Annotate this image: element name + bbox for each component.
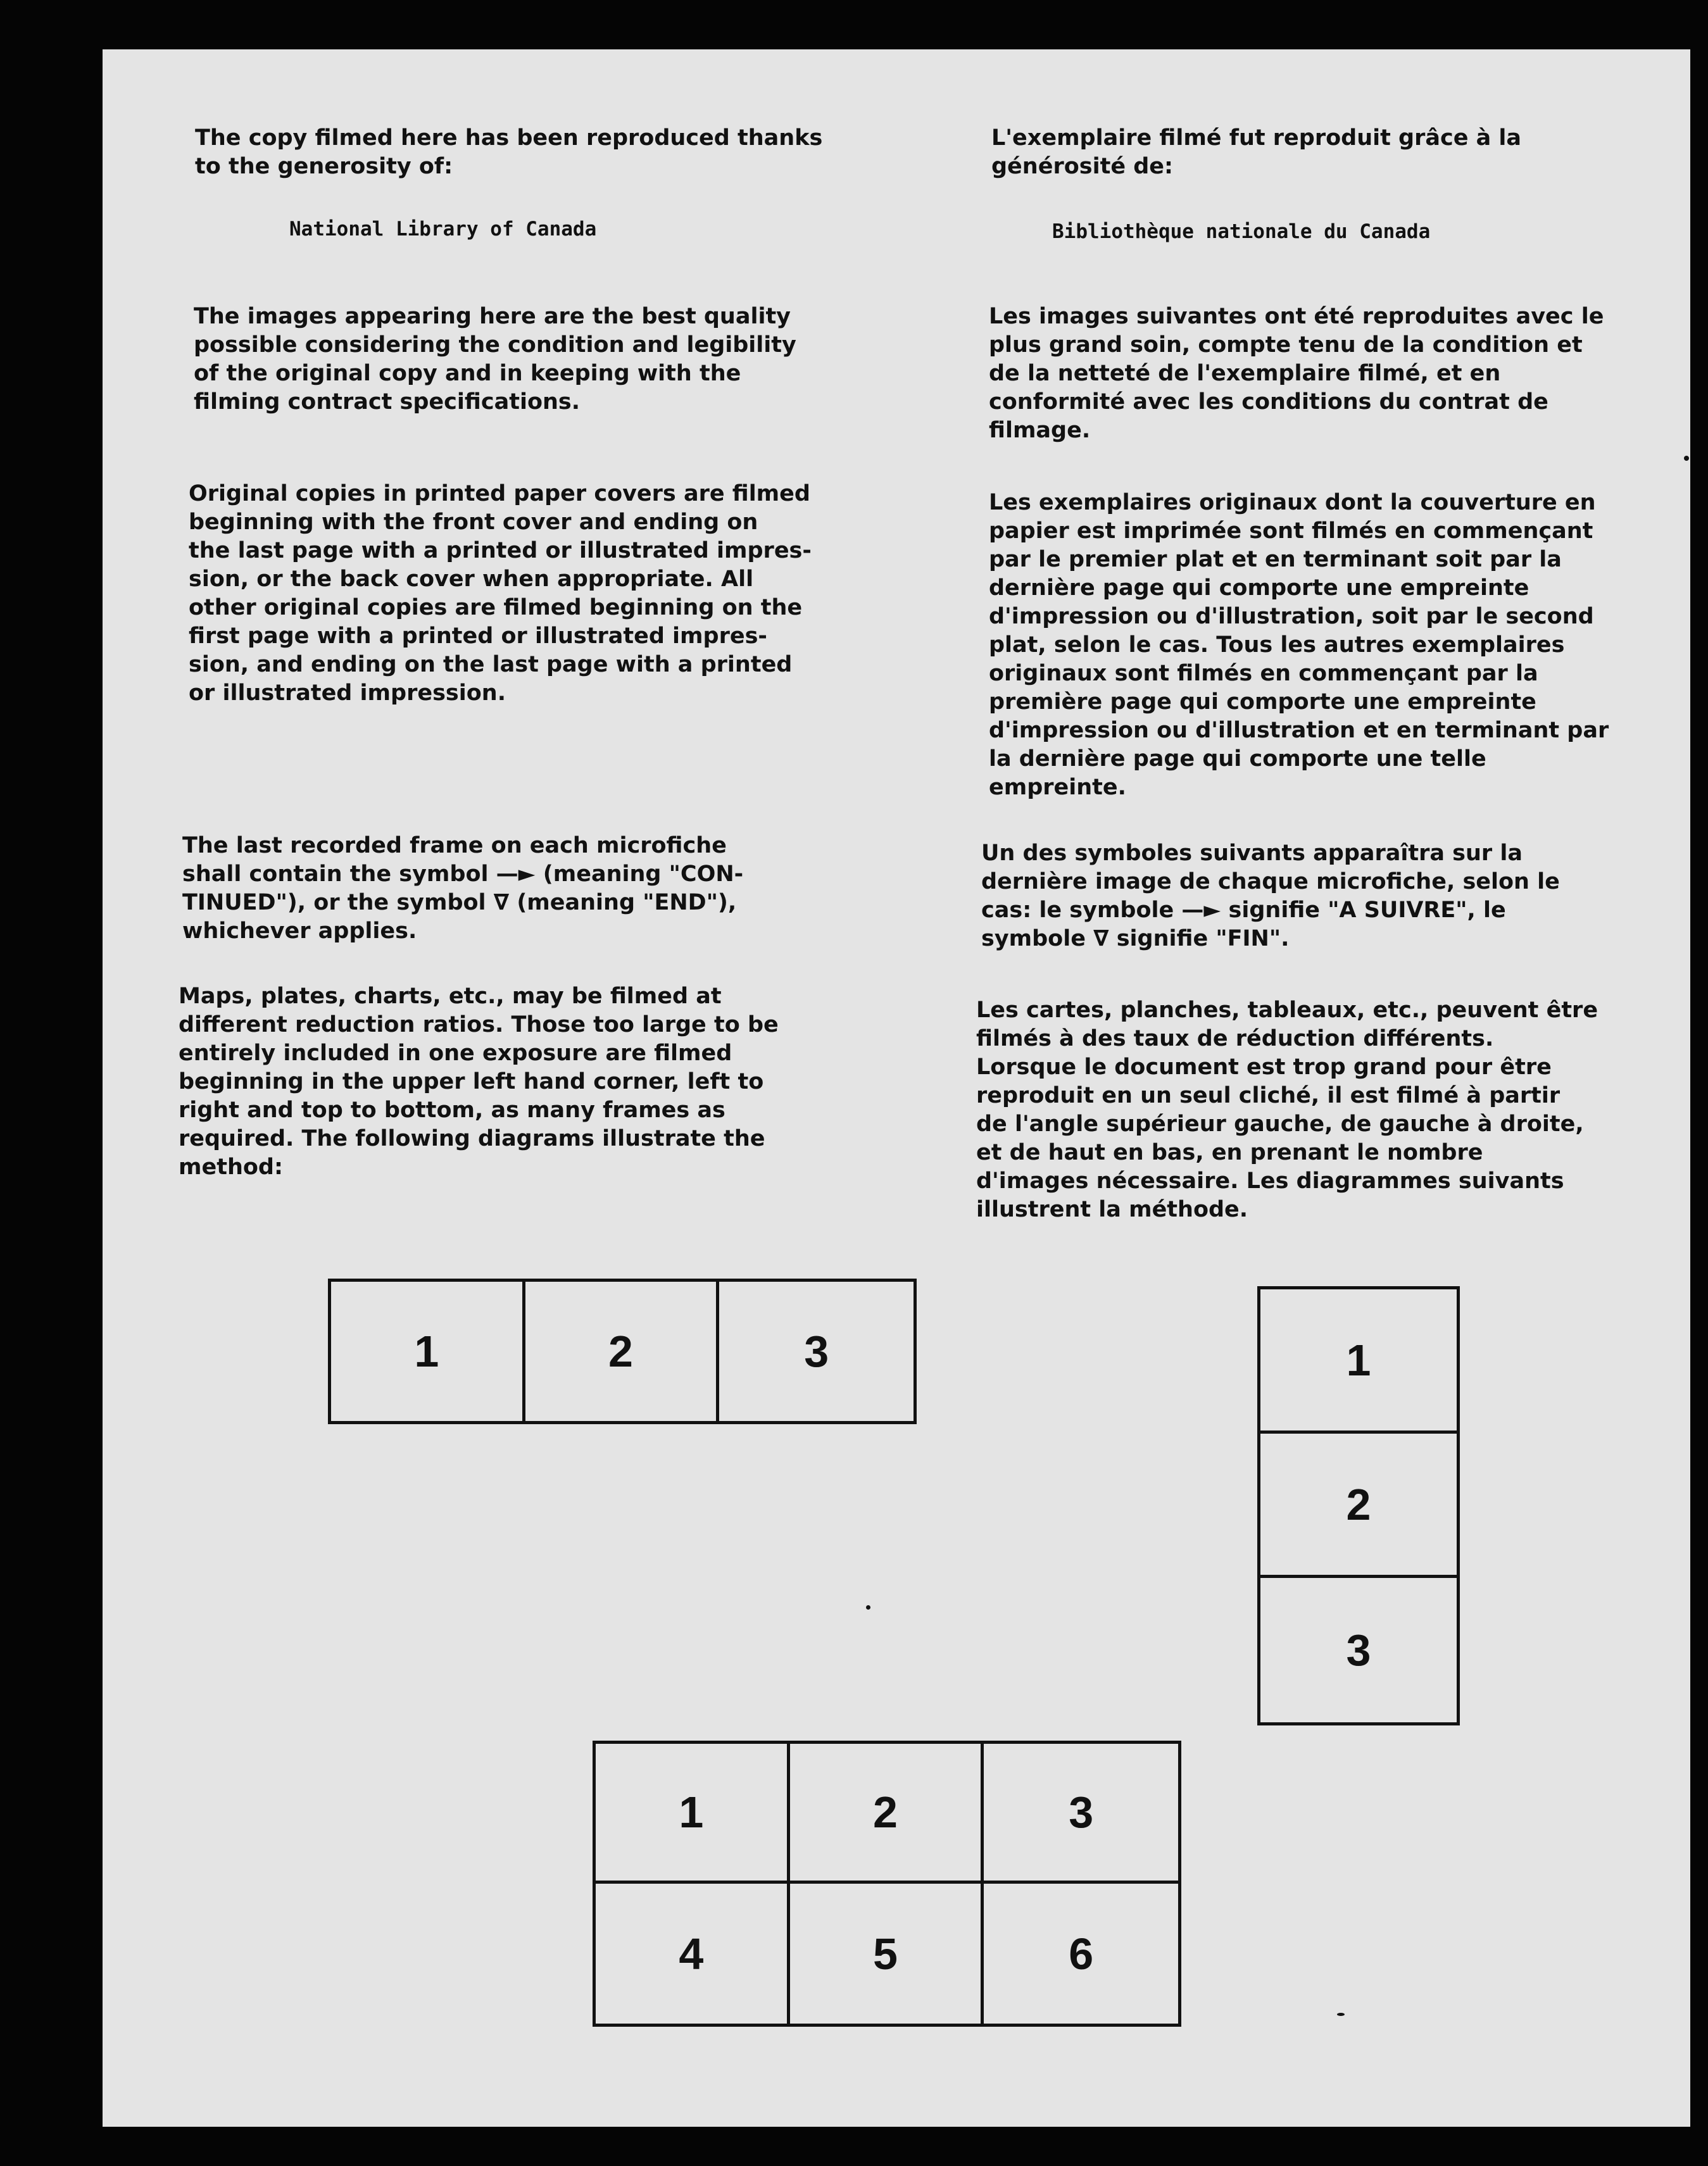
frame-cell: 5 — [790, 1884, 984, 2024]
scan-speck — [1684, 456, 1689, 461]
french-symbols-paragraph: Un des symboles suivants apparaîtra sur la dernière image de chaque microfiche, selon le cas: le symbole —► signifie "A SUIVRE", le symbole ∇ signifie "FIN". — [981, 841, 1560, 951]
french-intro: L'exemplaire filmé fut reproduit grâce à la générosité de: — [991, 125, 1522, 179]
english-quality-paragraph: The images appearing here are the best quality possible considering the condition and legibility of the original copy and in keeping with the filming contract specifications. — [194, 304, 796, 415]
frame-cell: 1 — [596, 1744, 790, 1884]
scan-speck — [1337, 2013, 1345, 2016]
french-quality-paragraph: Les images suivantes ont été reproduites avec le plus grand soin, compte tenu de la condition et de la netteté de l'exemplaire filmé, et en conformité avec les conditions du contrat de filmage. — [989, 304, 1604, 443]
frame-cell: 1 — [1260, 1289, 1457, 1434]
frame-cell: 4 — [596, 1884, 790, 2024]
horizontal-frames-diagram — [328, 1279, 917, 1424]
french-originals-paragraph: Les exemplaires originaux dont la couverture en papier est imprimée sont filmés en commençant par le premier plat et en terminant soit par la dernière page qui comporte une empreinte d'impression ou d'illustration, soit par le second plat, selon le cas. Tous les autres exemplaires originaux sont filmés en commençant par la première page qui comporte une empreinte d'impression ou d'illustration et en terminant par la dernière page qui comporte une telle empreinte. — [989, 490, 1609, 800]
frame-cell: 2 — [790, 1744, 984, 1884]
frame-cell: 3 — [1346, 1625, 1371, 1675]
french-library-name: Bibliothèque nationale du Canada — [1052, 220, 1431, 243]
scan-speck — [866, 1605, 870, 1610]
english-originals-paragraph: Original copies in printed paper covers are filmed beginning with the front cover and ending on the last page with a printed or illustrated impres- sion, or the back cover when appropriate. All other original copies are filmed beginning on the first page with a printed or illustrated impres- sion, and ending on the last page with a printed or illustrated impression. — [189, 481, 812, 706]
frame-cell: 2 — [1260, 1434, 1457, 1578]
frame-cell: 6 — [1069, 1929, 1094, 1979]
frame-cell: 2 — [525, 1282, 720, 1421]
english-intro: The copy filmed here has been reproduced thanks to the generosity of: — [195, 125, 823, 179]
english-symbols-paragraph: The last recorded frame on each microfiche shall contain the symbol —► (meaning "CON- TINUED"), or the symbol ∇ (meaning "END"), whichever applies. — [182, 833, 744, 944]
english-maps-paragraph: Maps, plates, charts, etc., may be filmed at different reduction ratios. Those too large to be entirely included in one exposure are filmed beginning in the upper left hand corner, left to right and top to bottom, as many frames as required. The following diagrams illustrate the method: — [179, 984, 779, 1180]
english-library-name: National Library of Canada — [289, 218, 597, 241]
document-page — [103, 49, 1690, 2127]
vertical-frames-diagram — [1257, 1286, 1460, 1725]
french-maps-paragraph: Les cartes, planches, tableaux, etc., peuvent être filmés à des taux de réduction différents. Lorsque le document est trop grand pour être reproduit en un seul cliché, il est filmé à partir de l'angle supérieur gauche, de gauche à droite, et de haut en bas, en prenant le nombre d'images nécessaire. Les diagrammes suivants illustrent la méthode. — [976, 998, 1598, 1222]
frame-cell: 3 — [984, 1744, 1178, 1884]
frame-cell: 1 — [331, 1282, 525, 1421]
grid-frames-diagram — [593, 1741, 1181, 2027]
frame-cell: 3 — [804, 1327, 829, 1376]
